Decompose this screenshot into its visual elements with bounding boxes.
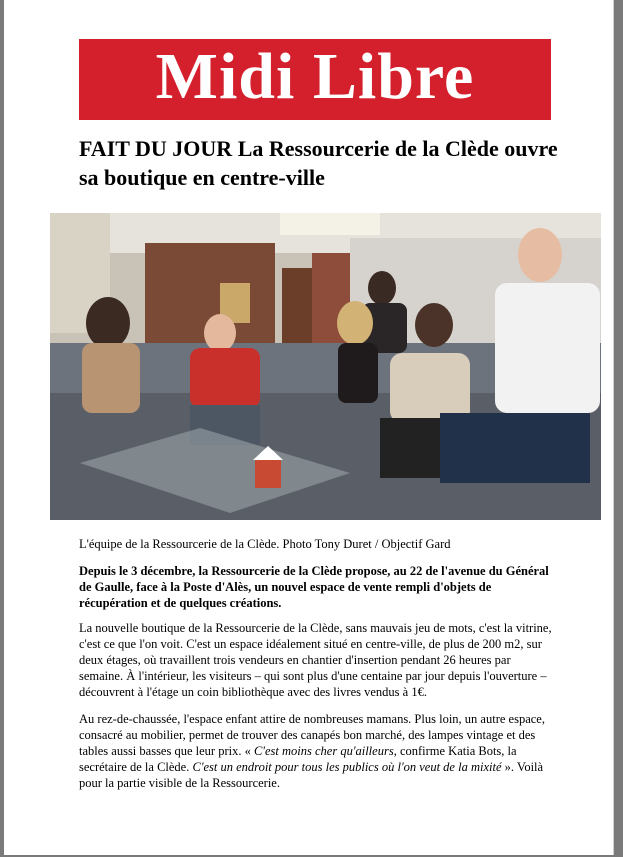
quote-text: C'est moins cher qu'ailleurs [253,744,394,758]
article-page [4,0,614,855]
article-paragraph [79,711,557,791]
headline: FAIT DU JOUR La Ressourcerie de la Clède ouvre sa boutique en centre-ville [79,136,558,190]
article-lede: Depuis le 3 décembre, la Ressourcerie de la Clède propose, au 22 de l'avenue du Général de Gaulle, face à la Poste d'Alès, un nouvel espace de vente rempli d'objets de récupération et de quelques créations. [79,564,549,610]
paragraph-text: ». Voilà pour la partie visible de la Ressourcerie. [79,760,544,790]
quote-text: C'est un endroit pour tous les publics où l'on veut de la mixité [192,760,502,774]
article-photo [50,213,601,520]
paragraph-text: Au rez-de-chaussée, l'espace enfant attire de nombreuses mamans. Plus loin, un autre espace, consacré au mobilier, permet de trouver des canapés bon marché, des lampes vintage et des tables aussi basses que leur prix. « [79,712,545,758]
photo-caption: L'équipe de la Ressourcerie de la Clède. Photo Tony Duret / Objectif Gard [79,537,451,551]
group-photo-icon [50,213,601,520]
masthead-logo [79,39,551,120]
masthead-title: Midi Libre [155,39,475,113]
article-paragraph: La nouvelle boutique de la Ressourcerie de la Clède, sans mauvais jeu de mots, c'est la vitrine, c'est ce que l'on voit. C'est un espace idéalement situé en centre-ville, de plus de 200 m2, sur deux étages, où travaillent trois vendeurs en chantier d'insertion pendant 26 heures par semaine. À l'intérieur, les visiteurs – qui sont plus d'une centaine par jour depuis l'ouverture – découvrent à l'étage un coin bibliothèque avec des livres vendus à 1€. [79,621,552,699]
paragraph-text: , confirme Katia Bots, la secrétaire de la Clède. [79,744,517,774]
